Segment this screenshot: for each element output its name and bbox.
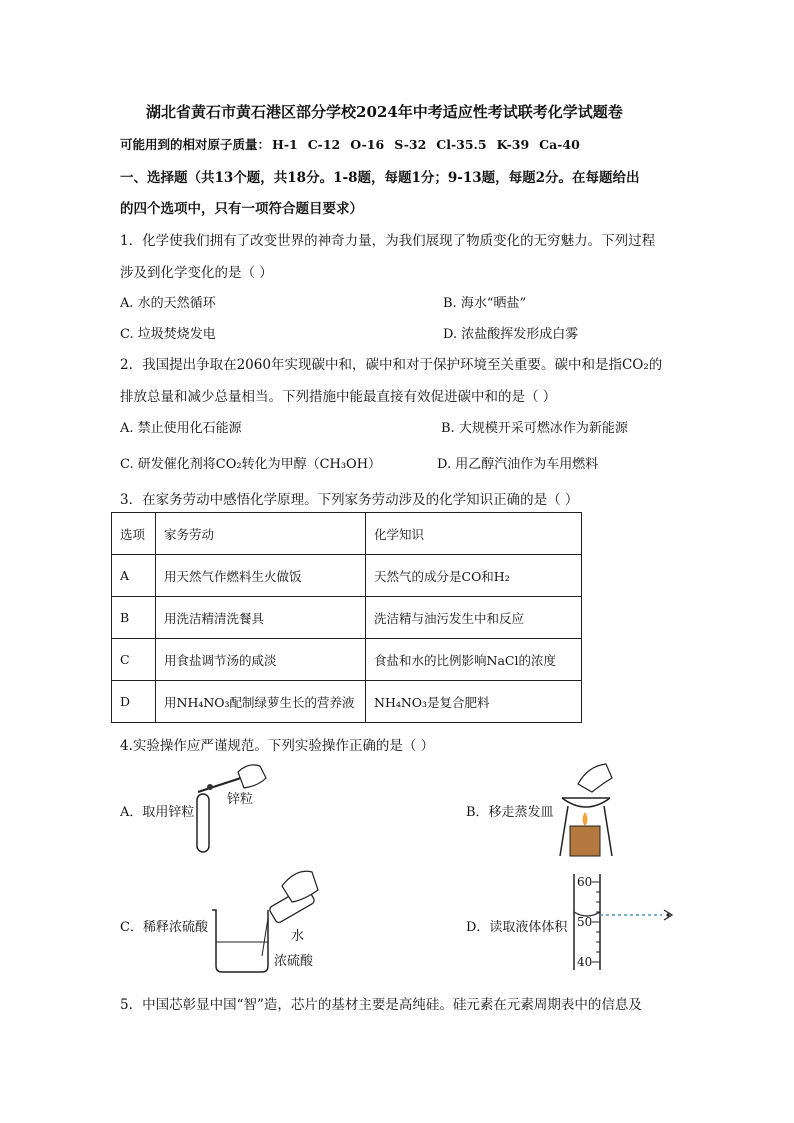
tick-label-50: 50	[577, 915, 593, 929]
table-cell: 天然气的成分是CO和H₂	[366, 555, 582, 597]
section1-heading: 一、选择题（共13个题，共18分。1-8题，每题1分；9-13题，每题2分。在每题给出	[120, 170, 640, 186]
q2-stem-cont: 排放总量和减少总量相当。下列措施中能最直接有效促进碳中和的是（ ）	[120, 389, 557, 405]
table-cell: NH₄NO₃是复合肥料	[366, 681, 582, 723]
table-row	[112, 597, 582, 639]
q4-option-b: B．移走蒸发皿	[466, 805, 554, 820]
exam-title: 湖北省黄石市黄石港区部分学校2024年中考适应性考试联考化学试题卷	[146, 103, 623, 121]
atomic-mass-item: O-16	[350, 137, 385, 152]
table-cell: 食盐和水的比例影响NaCl的浓度	[366, 639, 582, 681]
atomic-mass-item: H-1	[272, 137, 298, 152]
zinc-test-tube-figure	[190, 758, 270, 858]
table-cell: A	[112, 555, 156, 597]
water-label: 水	[291, 929, 305, 944]
table-cell: D	[112, 681, 156, 723]
table-header-cell: 选项	[112, 513, 156, 555]
tick-label-60: 60	[577, 875, 593, 889]
table-cell: 用天然气作燃料生火做饭	[156, 555, 366, 597]
evaporating-dish-figure	[556, 762, 616, 858]
atomic-mass-item: Cl-35.5	[436, 137, 487, 152]
atomic-mass-item: K-39	[496, 137, 530, 152]
table-cell: 洗洁精与油污发生中和反应	[366, 597, 582, 639]
q4-option-a: A．取用锌粒	[120, 805, 195, 820]
q2-option-c: C. 研发催化剂将CO₂转化为甲醇（CH₃OH）	[120, 457, 382, 472]
q2-stem: 2．我国提出争取在2060年实现碳中和，碳中和对于保护环境至关重要。碳中和是指CO₂的	[120, 357, 663, 373]
atomic-mass-item: Ca-40	[539, 137, 580, 152]
table-row	[112, 639, 582, 681]
zinc-label: 锌粒	[227, 792, 254, 807]
q2-option-a: A. 禁止使用化石能源	[120, 421, 242, 436]
table-cell: 用洗洁精清洗餐具	[156, 597, 366, 639]
table-cell: 用NH₄NO₃配制绿萝生长的营养液	[156, 681, 366, 723]
acid-label: 浓硫酸	[274, 954, 314, 969]
table-header-row	[112, 513, 582, 555]
q1-option-b: B. 海水“晒盐”	[443, 296, 527, 311]
q2-option-d: D. 用乙醇汽油作为车用燃料	[437, 457, 599, 472]
table-header-cell: 化学知识	[366, 513, 582, 555]
q2-option-b: B. 大规模开采可燃冰作为新能源	[441, 421, 628, 436]
q4-stem: 4.实验操作应严谨规范。下列实验操作正确的是（ ）	[120, 738, 435, 754]
section1-heading-cont: 的四个选项中，只有一项符合题目要求）	[120, 201, 363, 217]
table-header-cell: 家务劳动	[156, 513, 366, 555]
atomic-mass-line	[120, 135, 590, 153]
dilute-acid-figure	[212, 866, 332, 976]
table-cell: 用食盐调节汤的咸淡	[156, 639, 366, 681]
table-row	[112, 555, 582, 597]
q3-stem: 3．在家务劳动中感悟化学原理。下列家务劳动涉及的化学知识正确的是（ ）	[120, 492, 579, 508]
q1-stem: 1．化学使我们拥有了改变世界的神奇力量，为我们展现了物质变化的无穷魅力。下列过程	[120, 233, 656, 249]
q4-option-d: D．读取液体体积	[466, 920, 568, 935]
q1-stem-cont: 涉及到化学变化的是（ ）	[120, 265, 273, 281]
atomic-mass-item: C-12	[307, 137, 341, 152]
q4-option-c: C．稀释浓硫酸	[120, 920, 208, 935]
q1-option-c: C. 垃圾焚烧发电	[120, 327, 216, 342]
q1-option-a: A. 水的天然循环	[120, 296, 216, 311]
q1-option-d: D. 浓盐酸挥发形成白雾	[443, 327, 579, 342]
atomic-mass-item: S-32	[394, 137, 427, 152]
table-cell: B	[112, 597, 156, 639]
table-row	[112, 681, 582, 723]
q3-table	[111, 512, 582, 723]
tick-label-40: 40	[577, 955, 593, 969]
atomic-mass-prefix: 可能用到的相对原子质量：	[120, 137, 271, 152]
q5-stem: 5．中国芯彰显中国“智”造，芯片的基材主要是高纯硅。硅元素在元素周期表中的信息及	[120, 997, 642, 1013]
table-cell: C	[112, 639, 156, 681]
